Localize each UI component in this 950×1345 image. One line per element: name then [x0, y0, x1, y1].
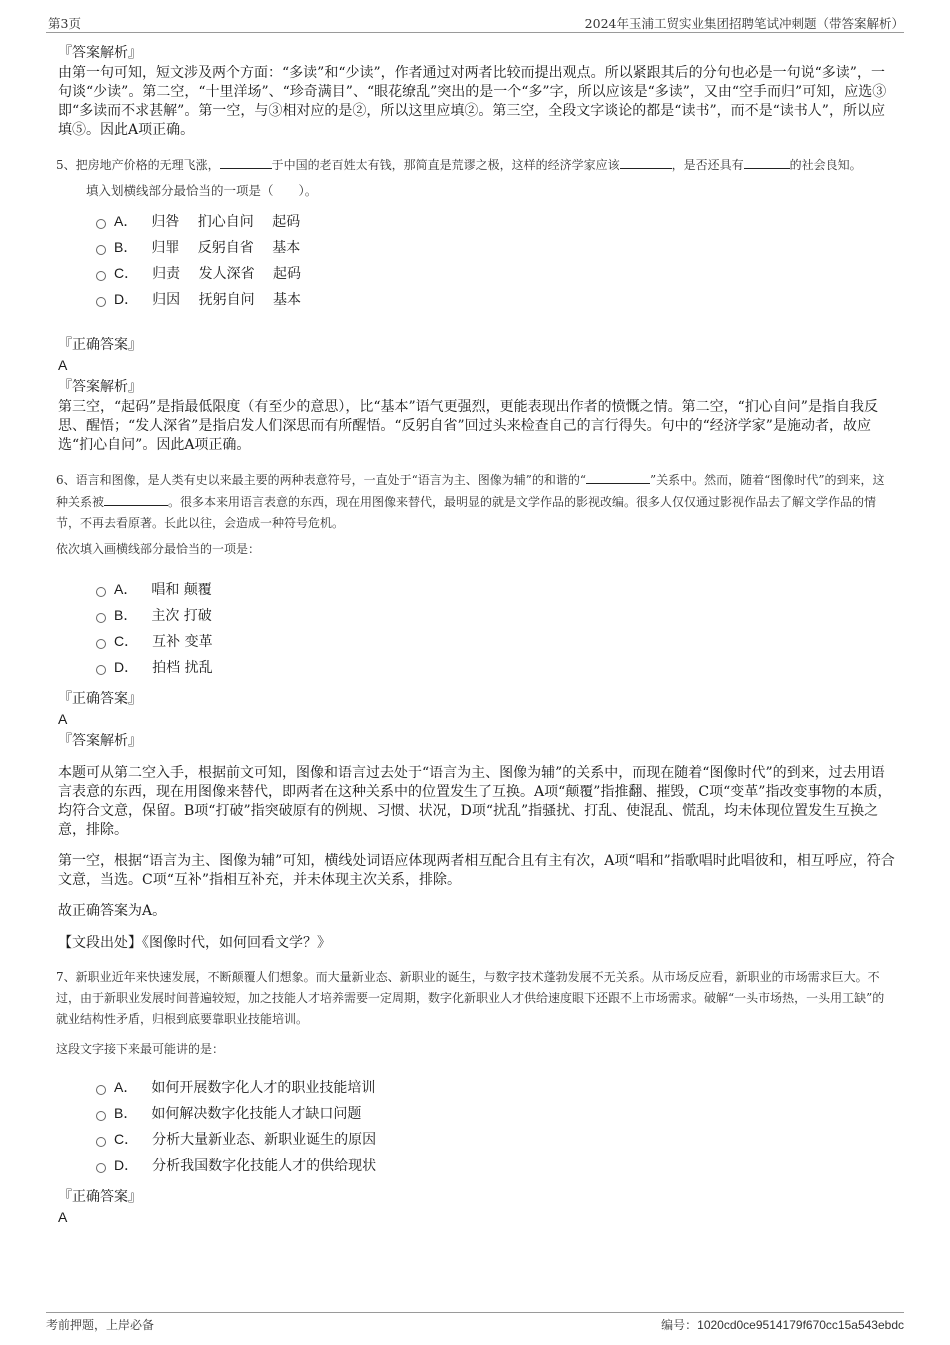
radio-icon[interactable] [96, 639, 106, 649]
option-a[interactable]: A． 如何开展数字化人才的职业技能培训 [96, 1074, 896, 1100]
question-5-analysis: 第三空，“起码”是指最低限度（有至少的意思），比“基本”语气更强烈，更能表现出作者的愤慨之情。第二空，“扪心自问”是指自我反思、醒悟；“发人深省”是指启发人们深思而有所醒悟。“反躬自省”回过头来检查自己的言行得失。句中的“经济学家”是施动者，故应选“扪心自问”。因此A项正确。 [58, 399, 878, 453]
option-c[interactable]: C． 归责 发人深省 起码 [96, 260, 896, 286]
radio-icon[interactable] [96, 1137, 106, 1147]
option-c[interactable]: C． 分析大量新业态、新职业诞生的原因 [96, 1126, 896, 1152]
analysis-label: 『答案解析』 [58, 45, 142, 61]
question-5-instruction: 填入划横线部分最恰当的一项是（ ）。 [86, 183, 318, 198]
option-c[interactable]: C． 互补 变革 [96, 628, 896, 654]
correct-answer-value: A [58, 1209, 68, 1225]
radio-icon[interactable] [96, 297, 106, 307]
blank [220, 154, 272, 169]
radio-icon[interactable] [96, 1085, 106, 1095]
blank [104, 491, 168, 506]
question-6-source: 【文段出处】《图像时代，如何回看文学？》 [58, 935, 331, 951]
page-number: 第3页 [48, 16, 81, 31]
question-6-text: 6、语言和图像，是人类有史以来最主要的两种表意符号，一直处于“语言为主、图像为辅”的和谐的“ ”关系中。然而，随着“图像时代”的到来，这种关系被 。很多本来用语言表意的东西，现在用图像来替代，最明显的就是文学作品的影视改编。很多人仅仅通过影视作品去了解文学作品的情节，不再去看原著。长此以往，会造成一种符号危机。 [56, 469, 896, 534]
document-id: 编号：1020cd0ce9514179f670cc15a543ebdc [661, 1318, 904, 1332]
question-7-text: 7、新职业近年来快速发展，不断颠覆人们想象。而大量新业态、新职业的诞生，与数字技术蓬勃发展不无关系。从市场反应看，新职业的市场需求巨大。不过，由于新职业发展时间普遍较短，加之技能人才培养需要一定周期，数字化新职业人才供给速度眼下还跟不上市场需求。破解“一头市场热，一头用工缺”的就业结构性矛盾，归根到底要靠职业技能培训。 [56, 970, 885, 1026]
radio-icon[interactable] [96, 587, 106, 597]
correct-answer-label: 『正确答案』 [58, 691, 142, 707]
analysis-label: 『答案解析』 [58, 379, 142, 395]
option-b[interactable]: B． 归罪 反躬自省 基本 [96, 234, 896, 260]
question-6-instruction: 依次填入画横线部分最恰当的一项是： [56, 542, 261, 556]
blank [586, 469, 650, 484]
radio-icon[interactable] [96, 665, 106, 675]
radio-icon[interactable] [96, 219, 106, 229]
page-footer [46, 1312, 904, 1337]
radio-icon[interactable] [96, 245, 106, 255]
page-header [46, 10, 904, 33]
question-6-conclusion: 故正确答案为A。 [58, 903, 167, 919]
radio-icon[interactable] [96, 1163, 106, 1173]
option-b[interactable]: B． 如何解决数字化技能人才缺口问题 [96, 1100, 896, 1126]
question-6-options [96, 576, 896, 680]
radio-icon[interactable] [96, 613, 106, 623]
radio-icon[interactable] [96, 1111, 106, 1121]
page-content [56, 44, 896, 1230]
document-title: 2024年玉浦工贸实业集团招聘笔试冲刺题（带答案解析） [584, 16, 904, 31]
option-a[interactable]: A． 归咎 扪心自问 起码 [96, 208, 896, 234]
correct-answer-value: A [58, 357, 68, 373]
question-5-text: 5、把房地产价格的无理飞涨， 于中国的老百姓太有钱，那简直是荒谬之极，这样的经济学家应该 ，是否还具有 的社会良知。 [56, 154, 896, 176]
question-6-analysis-paragraph: 第一空，根据“语言为主、图像为辅”可知，横线处词语应体现两者相互配合且有主有次，A项“唱和”指歌唱时此唱彼和，相互呼应，符合文意，当选。C项“互补”指相互补充，并未体现主次关系，排除。 [58, 853, 895, 888]
option-a[interactable]: A． 唱和 颠覆 [96, 576, 896, 602]
question-5-options [96, 208, 896, 312]
correct-answer-value: A [58, 711, 68, 727]
question-7-instruction: 这段文字接下来最可能讲的是： [56, 1042, 225, 1056]
analysis-label: 『答案解析』 [58, 733, 142, 749]
prev-analysis-text: 由第一句可知，短文涉及两个方面：“多读”和“少读”，作者通过对两者比较而提出观点。所以紧跟其后的分句也必是一句说“多读”，一句谈“少读”。第二空，“十里洋场”、“珍奇满目”、“眼花缭乱”突出的是一个“多”字，所以应该是“多读”，又由“空手而归”可知，应选③即“多读而不求甚解”。第一空，与③相对应的是②，所以这里应填②。第三空，全段文字谈论的都是“读书”，而不是“读书人”，所以应填⑤。因此A项正确。 [58, 65, 887, 138]
blank [620, 154, 672, 169]
question-7-options [96, 1074, 896, 1178]
footer-slogan: 考前押题，上岸必备 [46, 1318, 155, 1332]
option-d[interactable]: D． 归因 抚躬自问 基本 [96, 286, 896, 312]
option-b[interactable]: B． 主次 打破 [96, 602, 896, 628]
correct-answer-label: 『正确答案』 [58, 1189, 142, 1205]
option-d[interactable]: D． 分析我国数字化技能人才的供给现状 [96, 1152, 896, 1178]
option-d[interactable]: D． 拍档 扰乱 [96, 654, 896, 680]
radio-icon[interactable] [96, 271, 106, 281]
correct-answer-label: 『正确答案』 [58, 337, 142, 353]
blank [744, 154, 790, 169]
question-6-analysis-paragraph: 本题可从第二空入手，根据前文可知，图像和语言过去处于“语言为主、图像为辅”的关系中，而现在随着“图像时代”的到来，过去用语言表意的东西，现在用图像来替代，即两者在这种关系中的位置发生了互换。A项“颠覆”指推翻、摧毁，C项“变革”指改变事物的本质，均符合文意，保留。B项“打破”指突破原有的例规、习惯、状况，D项“扰乱”指骚扰、打乱、使混乱、慌乱，均未体现位置发生互换之意，排除。 [58, 765, 892, 838]
